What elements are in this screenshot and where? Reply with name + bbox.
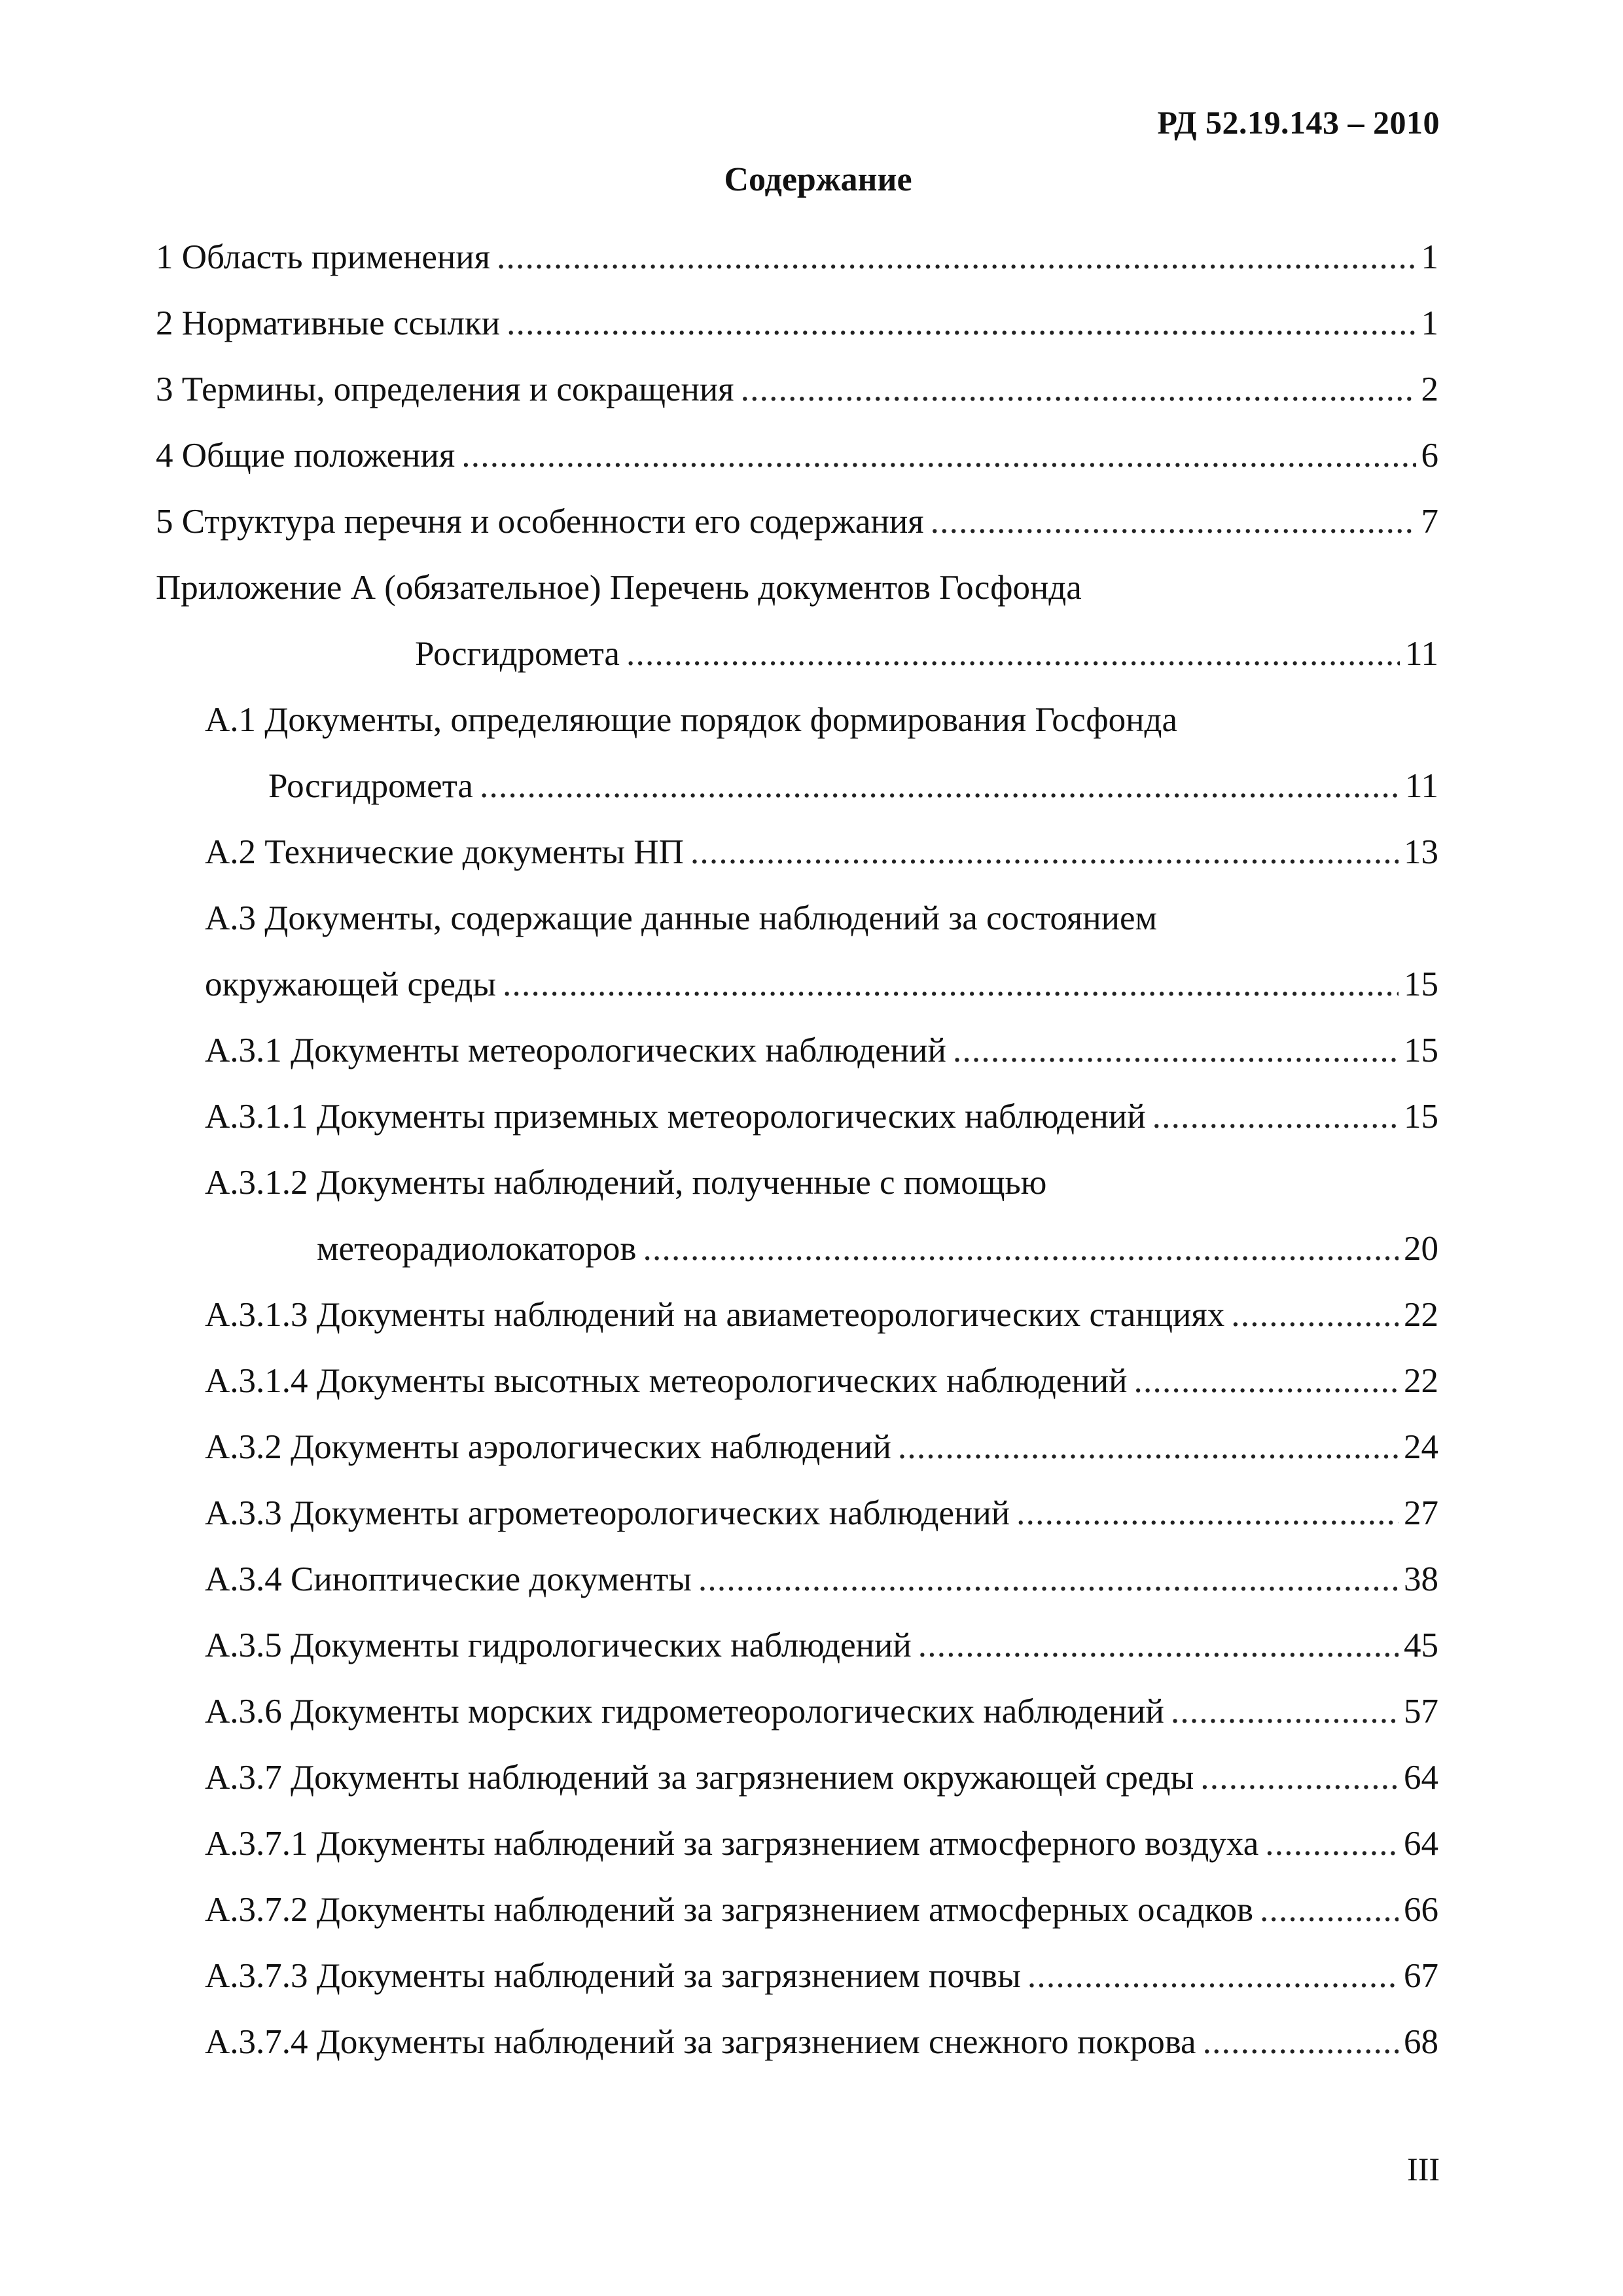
toc-entry[interactable]	[205, 963, 1438, 1006]
toc-dot-leader	[953, 1029, 1399, 1072]
toc-entry[interactable]	[205, 698, 1177, 742]
toc-entry-title: Росгидромета	[268, 767, 473, 805]
toc-dot-leader	[497, 236, 1416, 279]
toc-entry-title: метеорадиолокаторов	[317, 1230, 637, 1268]
toc-dot-leader	[1027, 1954, 1399, 1998]
toc-entry-title: А.3.2 Документы аэрологических наблюдений	[205, 1428, 891, 1466]
toc-entry-page: 22	[1404, 1362, 1438, 1400]
toc-entry-page: 45	[1404, 1626, 1438, 1664]
toc-entry-title: 3 Термины, определения и сокращения	[156, 370, 734, 408]
page-number: III	[1407, 2151, 1440, 2187]
toc-entry[interactable]	[205, 1822, 1438, 1865]
toc-entry-page: 68	[1404, 2023, 1438, 2061]
toc-entry[interactable]	[205, 1492, 1438, 1535]
toc-entry-title: Приложение А (обязательное) Перечень документов Госфонда	[156, 569, 1082, 607]
toc-entry-page: 67	[1404, 1957, 1438, 1995]
toc-entry-page: 66	[1404, 1891, 1438, 1929]
toc-entry-page: 15	[1404, 1098, 1438, 1136]
toc-dot-leader	[1231, 1293, 1399, 1336]
toc-entry[interactable]	[205, 897, 1157, 940]
toc-entry-title: А.1 Документы, определяющие порядок формирования Госфонда	[205, 701, 1177, 739]
toc-dot-leader	[698, 1558, 1399, 1601]
toc-entry[interactable]	[205, 1954, 1438, 1998]
toc-entry[interactable]	[205, 2020, 1438, 2064]
toc-dot-leader	[503, 963, 1399, 1006]
toc-entry-title: А.3.1 Документы метеорологических наблюдений	[205, 1031, 946, 1069]
toc-dot-leader	[461, 434, 1416, 477]
toc-entry[interactable]	[205, 1558, 1438, 1601]
toc-entry-title: А.3.1.3 Документы наблюдений на авиаметеорологических станциях	[205, 1296, 1225, 1334]
toc-dot-leader	[918, 1624, 1399, 1667]
toc-entry-page: 1	[1421, 304, 1438, 342]
toc-entry-page: 6	[1421, 437, 1438, 475]
toc-entry-page: 7	[1421, 503, 1438, 541]
toc-entry-page: 57	[1404, 1693, 1438, 1731]
toc-entry[interactable]	[317, 1227, 1438, 1270]
toc-dot-leader	[1171, 1690, 1399, 1733]
toc-entry[interactable]	[156, 500, 1438, 543]
toc-entry-title: А.3.4 Синоптические документы	[205, 1560, 692, 1598]
toc-dot-leader	[1203, 2020, 1399, 2064]
toc-entry-page: 11	[1404, 767, 1438, 805]
toc-entry[interactable]	[205, 1029, 1438, 1072]
toc-title: Содержание	[724, 161, 912, 198]
toc-dot-leader	[1265, 1822, 1399, 1865]
toc-entry[interactable]	[156, 434, 1438, 477]
toc-dot-leader	[1016, 1492, 1399, 1535]
toc-entry-page: 13	[1404, 833, 1438, 871]
toc-dot-leader	[1200, 1756, 1399, 1799]
toc-dot-leader	[741, 368, 1416, 411]
toc-dot-leader	[1260, 1888, 1399, 1931]
toc-entry-page: 27	[1404, 1494, 1438, 1532]
toc-dot-leader	[1152, 1095, 1399, 1138]
toc-entry-title: окружающей среды	[205, 965, 496, 1003]
toc-entry[interactable]	[205, 1426, 1438, 1469]
toc-entry-title: А.3.1.4 Документы высотных метеорологических наблюдений	[205, 1362, 1128, 1400]
toc-entry[interactable]	[205, 1624, 1438, 1667]
toc-entry-page: 22	[1404, 1296, 1438, 1334]
toc-entry-title: А.2 Технические документы НП	[205, 833, 684, 871]
toc-entry-title: 1 Область применения	[156, 238, 491, 276]
toc-dot-leader	[898, 1426, 1399, 1469]
toc-entry[interactable]	[205, 831, 1438, 874]
toc-entry-title: Росгидромета	[415, 635, 620, 673]
toc-entry-page: 38	[1404, 1560, 1438, 1598]
toc-entry-title: А.3 Документы, содержащие данные наблюдений за состоянием	[205, 899, 1158, 937]
toc-entry-title: 2 Нормативные ссылки	[156, 304, 501, 342]
toc-entry-title: А.3.7.3 Документы наблюдений за загрязнением почвы	[205, 1957, 1021, 1995]
toc-entry[interactable]	[415, 632, 1438, 675]
toc-entry-page: 2	[1421, 370, 1438, 408]
toc-entry-title: 5 Структура перечня и особенности его содержания	[156, 503, 924, 541]
toc-dot-leader	[643, 1227, 1399, 1270]
toc-entry[interactable]	[205, 1095, 1438, 1138]
toc-entry-title: А.3.6 Документы морских гидрометеорологических наблюдений	[205, 1693, 1164, 1731]
toc-entry-title: А.3.7.4 Документы наблюдений за загрязнением снежного покрова	[205, 2023, 1196, 2061]
toc-entry[interactable]	[156, 236, 1438, 279]
toc-entry[interactable]	[156, 566, 1082, 609]
toc-dot-leader	[1133, 1359, 1399, 1403]
toc-entry-page: 11	[1404, 635, 1438, 673]
toc-entry-title: А.3.7.2 Документы наблюдений за загрязнением атмосферных осадков	[205, 1891, 1254, 1929]
doc-code: РД 52.19.143 – 2010	[1157, 104, 1440, 141]
toc-entry-page: 15	[1404, 965, 1438, 1003]
toc-entry-page: 24	[1404, 1428, 1438, 1466]
toc-entry-page: 20	[1404, 1230, 1438, 1268]
toc-dot-leader	[931, 500, 1416, 543]
toc-entry[interactable]	[205, 1888, 1438, 1931]
toc-entry[interactable]	[205, 1359, 1438, 1403]
toc-entry[interactable]	[205, 1293, 1438, 1336]
toc-entry-page: 15	[1404, 1031, 1438, 1069]
toc-entry[interactable]	[156, 302, 1438, 345]
toc-entry-title: А.3.5 Документы гидрологических наблюдений	[205, 1626, 912, 1664]
toc-entry-title: А.3.1.2 Документы наблюдений, полученные с помощью	[205, 1164, 1047, 1202]
toc-entry[interactable]	[205, 1756, 1438, 1799]
toc-entry-page: 64	[1404, 1759, 1438, 1797]
toc-dot-leader	[507, 302, 1416, 345]
toc-entry-title: А.3.3 Документы агрометеорологических наблюдений	[205, 1494, 1010, 1532]
toc-dot-leader	[480, 764, 1400, 808]
toc-entry-page: 1	[1421, 238, 1438, 276]
toc-entry[interactable]	[205, 1161, 1046, 1204]
toc-entry-title: 4 Общие положения	[156, 437, 455, 475]
toc-dot-leader	[626, 632, 1400, 675]
toc-entry-title: А.3.1.1 Документы приземных метеорологических наблюдений	[205, 1098, 1146, 1136]
toc-entry[interactable]	[205, 1690, 1438, 1733]
toc-dot-leader	[690, 831, 1399, 874]
toc-entry-title: А.3.7 Документы наблюдений за загрязнением окружающей среды	[205, 1759, 1194, 1797]
toc-entry-title: А.3.7.1 Документы наблюдений за загрязнением атмосферного воздуха	[205, 1825, 1259, 1863]
toc-entry-page: 64	[1404, 1825, 1438, 1863]
toc-entry[interactable]	[268, 764, 1438, 808]
toc-entry[interactable]	[156, 368, 1438, 411]
